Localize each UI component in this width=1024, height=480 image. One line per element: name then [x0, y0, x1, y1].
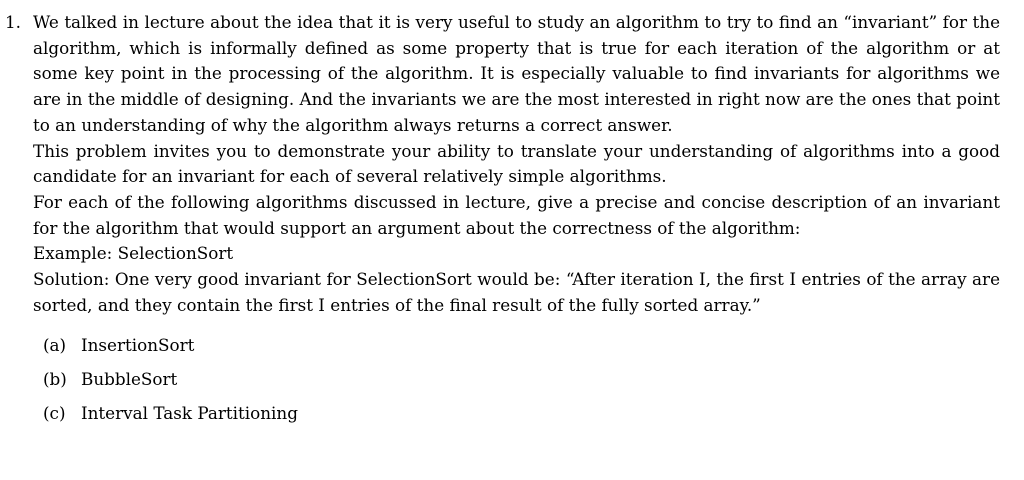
- document: [0, 10, 1000, 430]
- example-line: Example: SelectionSort: [33, 243, 234, 264]
- subpart-text: BubbleSort: [81, 369, 178, 390]
- instructions-paragraph: For each of the following algorithms discussed in lecture, give a precise and concise description of an invariant for the algorithm that would support an argument about the correctness of the algorithm:: [33, 191, 1000, 238]
- subpart-a: [43, 328, 1000, 362]
- subpart-list: [33, 328, 1000, 430]
- subpart-b: [43, 362, 1000, 396]
- subpart-text: Interval Task Partitioning: [81, 403, 298, 424]
- problem-number: 1.: [5, 12, 22, 32]
- subpart-label: (b): [43, 369, 67, 390]
- subpart-label: (a): [43, 335, 67, 356]
- task-paragraph: This problem invites you to demonstrate your ability to translate your understanding of algorithms into a good candidate for an invariant for each of several relatively simple algorithms.: [33, 140, 1000, 187]
- solution-paragraph: Solution: One very good invariant for SelectionSort would be: “After iteration I, the first I entries of the array are sorted, and they contain the first I entries of the final result of the fully sorted array.”: [33, 269, 1000, 315]
- problem-1: [0, 10, 1000, 430]
- subpart-label: (c): [43, 403, 66, 424]
- subpart-c: [43, 396, 1000, 430]
- subpart-text: InsertionSort: [81, 335, 195, 356]
- intro-paragraph: We talked in lecture about the idea that it is very useful to study an algorithm to try to find an “invariant” for the algorithm, which is informally defined as some property that is true for each iteration of the algorithm or at some key point in the processing of the algorithm. It is especially valuable to find invariants for algorithms we are in the middle of designing. And the invariants we are the most interested in right now are the ones that point to an understanding of why the algorithm always returns a correct answer.: [33, 12, 1000, 135]
